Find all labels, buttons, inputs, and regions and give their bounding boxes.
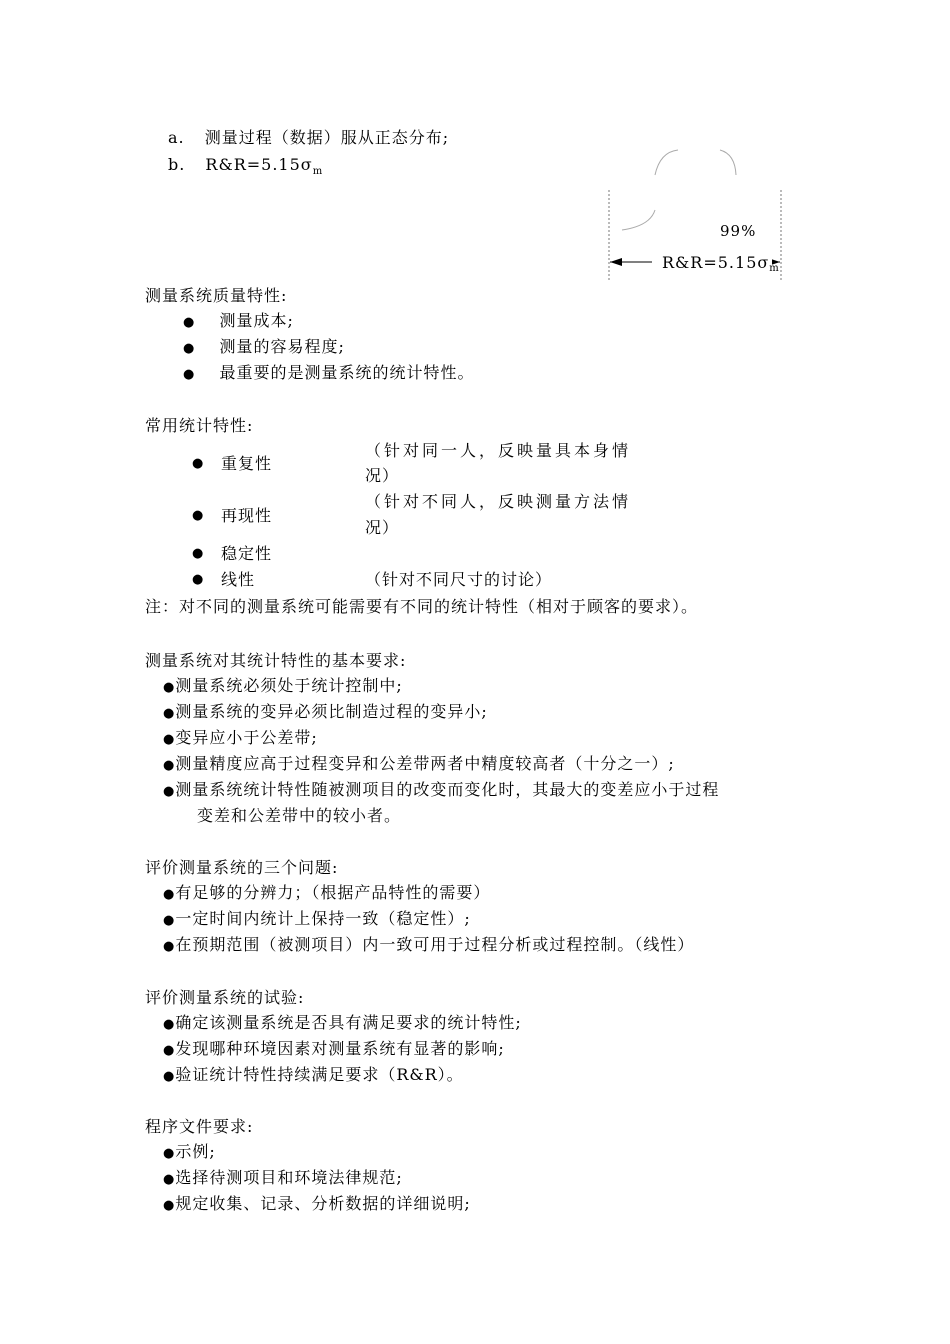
percent-label: 99%	[720, 222, 757, 240]
list-text: 测量精度应高于过程变异和公差带两者中精度较高者（十分之一）;	[175, 754, 675, 773]
list-item-a	[168, 128, 449, 148]
bullet-icon: ●	[163, 732, 176, 747]
list-text: 测量成本;	[219, 311, 294, 330]
bullet-icon: ●	[163, 784, 176, 799]
distribution-figure	[600, 140, 800, 285]
list-marker: a.	[168, 128, 185, 147]
list-text: 测量过程（数据）服从正态分布;	[204, 128, 450, 147]
bullet-icon: ●	[163, 1017, 176, 1032]
curve-right-arc	[720, 150, 736, 175]
bullet-icon: ●	[192, 456, 205, 471]
characteristic-name: 线性	[221, 570, 256, 589]
section-heading: 评价测量系统的试验:	[145, 988, 305, 1007]
list-item	[163, 1142, 216, 1164]
bullet-icon: ●	[192, 546, 205, 561]
section-heading: 常用统计特性:	[145, 416, 254, 435]
list-item	[163, 883, 490, 905]
bullet-icon: ●	[163, 706, 176, 721]
list-text: 示例;	[175, 1142, 216, 1161]
bullet-icon: ●	[163, 1172, 176, 1187]
bullet-icon: ●	[192, 572, 205, 587]
bullet-icon: ●	[163, 758, 176, 773]
bullet-icon: ●	[183, 341, 196, 356]
list-item	[183, 311, 294, 333]
list-item	[163, 1168, 403, 1190]
bullet-icon: ●	[183, 367, 196, 382]
list-text: 选择待测项目和环境法律规范;	[175, 1168, 403, 1187]
list-text: 有足够的分辨力；（根据产品特性的需要）	[175, 883, 491, 902]
characteristic-note: （针对同一人，反映量具本身情	[365, 441, 632, 460]
bullet-icon: ●	[163, 680, 176, 695]
characteristic-name: 重复性	[221, 454, 273, 473]
list-text: 确定该测量系统是否具有满足要求的统计特性;	[175, 1013, 522, 1032]
list-text: 测量系统必须处于统计控制中;	[175, 676, 403, 695]
list-text: R&R=5.15σ	[205, 155, 313, 174]
section-heading: 测量系统对其统计特性的基本要求:	[145, 651, 407, 670]
bullet-icon: ●	[163, 1069, 176, 1084]
list-item	[163, 702, 488, 724]
note-text: 注：对不同的测量系统可能需要有不同的统计特性（相对于顾客的要求）。	[145, 597, 699, 616]
list-text: 规定收集、记录、分析数据的详细说明;	[175, 1194, 471, 1213]
left-arrowhead	[610, 258, 622, 266]
bullet-icon: ●	[183, 315, 196, 330]
bullet-icon: ●	[163, 887, 176, 902]
list-item	[163, 728, 318, 750]
bullet-icon: ●	[192, 508, 205, 523]
list-item	[163, 935, 694, 957]
list-item	[163, 909, 471, 931]
bullet-icon: ●	[163, 913, 176, 928]
list-text: 在预期范围（被测项目）内一致可用于过程分析或过程控制。（线性）	[175, 935, 695, 954]
list-item	[163, 676, 403, 698]
bullet-icon: ●	[163, 1146, 176, 1161]
list-text: 一定时间内统计上保持一致（稳定性）;	[175, 909, 471, 928]
characteristic-name: 再现性	[221, 506, 273, 525]
list-item	[163, 1039, 505, 1061]
list-text: 发现哪种环境因素对测量系统有显著的影响;	[175, 1039, 505, 1058]
list-text: 最重要的是测量系统的统计特性。	[219, 363, 475, 382]
list-item	[163, 1013, 522, 1035]
characteristic-note: （针对不同人，反映测量方法情	[365, 492, 632, 511]
list-text: 测量系统统计特性随被测项目的改变而变化时，其最大的变差应小于过程	[175, 780, 720, 799]
subscript: m	[312, 166, 324, 177]
bullet-icon: ●	[163, 1198, 176, 1213]
section-heading: 测量系统质量特性:	[145, 286, 288, 305]
list-item	[163, 1194, 471, 1216]
curve-left-arc	[655, 150, 678, 175]
curve-tail	[622, 210, 655, 230]
formula-label: R&R=5.15σm	[662, 253, 780, 274]
list-marker: b.	[168, 155, 186, 174]
list-text: 测量的容易程度;	[219, 337, 345, 356]
list-item	[163, 1065, 464, 1087]
section-heading: 评价测量系统的三个问题:	[145, 858, 339, 877]
list-item	[183, 363, 474, 385]
list-item	[183, 337, 345, 359]
bullet-icon: ●	[163, 939, 176, 954]
section-heading: 程序文件要求:	[145, 1117, 254, 1136]
list-text: 验证统计特性持续满足要求（R&R）。	[175, 1065, 464, 1084]
characteristic-note-cont: 况）	[365, 518, 400, 537]
list-item-continuation: 变差和公差带中的较小者。	[197, 806, 402, 825]
list-item	[163, 780, 719, 802]
list-item	[163, 754, 675, 776]
characteristic-note: （针对不同尺寸的讨论）	[365, 570, 553, 589]
list-text: 变异应小于公差带;	[175, 728, 318, 747]
list-text: 测量系统的变异必须比制造过程的变异小;	[175, 702, 488, 721]
bullet-icon: ●	[163, 1043, 176, 1058]
characteristic-name: 稳定性	[221, 544, 273, 563]
list-item-b	[168, 155, 323, 178]
characteristic-note-cont: 况）	[365, 466, 400, 485]
